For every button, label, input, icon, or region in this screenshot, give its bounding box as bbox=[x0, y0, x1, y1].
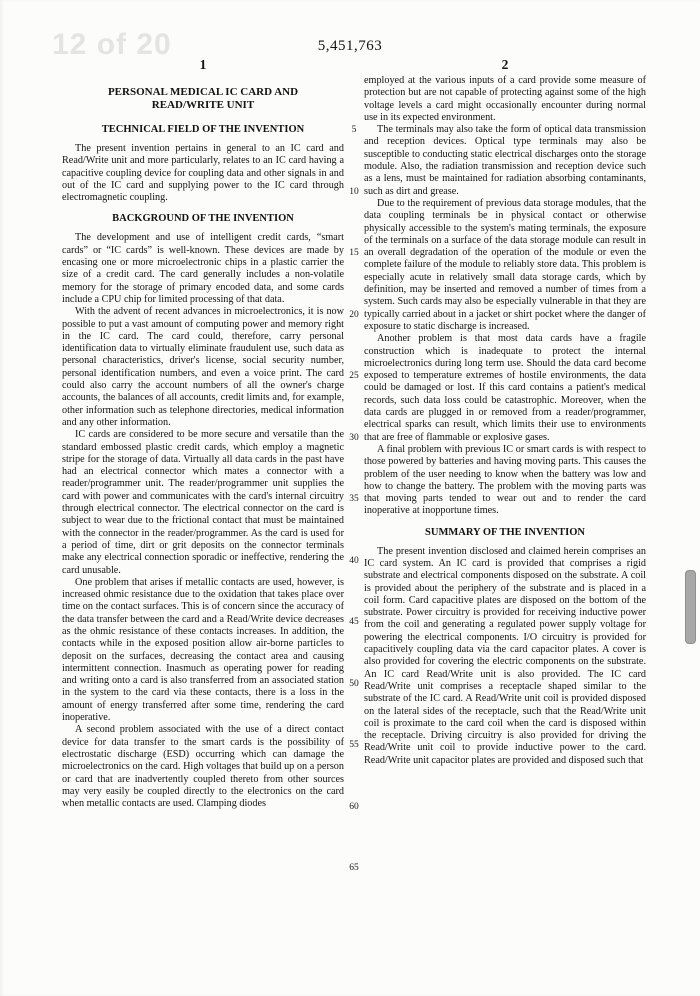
column-number-right: 2 bbox=[501, 57, 509, 72]
line-number: 45 bbox=[349, 617, 359, 627]
scrollbar-thumb[interactable] bbox=[685, 570, 696, 644]
heading-technical-field: TECHNICAL FIELD OF THE INVENTION bbox=[101, 124, 305, 135]
column-number-left: 1 bbox=[199, 57, 207, 72]
line-number: 65 bbox=[349, 863, 359, 873]
page-count-watermark: 12 of 20 bbox=[52, 28, 172, 61]
paragraph-background-1: The development and use of intelligent credit cards, “smart cards” or “IC cards” is well-known. These devices are made by encasing one or more microelectronic chips in a plastic carrier the size of a credit card. The card generally includes a non-volatile memory for the storage of primary encoded data, and some cards include a CPU chip for limited processing of that data. bbox=[62, 232, 344, 305]
invention-title bbox=[62, 86, 344, 112]
line-number: 55 bbox=[349, 740, 359, 750]
paragraph-requirement: Due to the requirement of previous data storage modules, that the data coupling terminals be in physical contact or otherwise physically accessible to the system's mating terminals, the exposure of the terminals on a surface of the data storage module can result in an overall degradation of the operation of the module or even the complete failure of the module to reliably store data. This problem is especially acute in relatively small data storage cards, which by definition, may be inserted and removed a number of times from a system. Such cards may also be especially vulnerable in that they are typically carried about in a jacket or shirt pocket where the danger of exposure to static discharge is increased. bbox=[364, 197, 646, 332]
patent-number: 5,451,763 bbox=[317, 38, 383, 54]
line-number: 50 bbox=[349, 679, 359, 689]
scrollbar-track[interactable] bbox=[684, 0, 700, 996]
paragraph-terminals: The terminals may also take the form of optical data transmission and reception devices. Optical type terminals may also be susceptible to conducting static electrical discharges onto the storage module. Also, the radiation transmission and reception device such as a lens, must be maintained for radiation absorbing contaminants, such as dirt and grease. bbox=[364, 124, 646, 197]
paragraph-continued: employed at the various inputs of a card provide some measure of protection but are not capable of protecting against some of the high voltage levels a card might occasionally encounter during normal use in its expected environment. bbox=[364, 75, 646, 123]
paragraph-background-3: IC cards are considered to be more secure and versatile than the standard embossed plastic credit cards, which employ a magnetic stripe for the storage of data. Virtually all data cards in the past have had an electrical connector which mates a connector with a reader/programmer unit. The reader/programmer unit supplies the card with power and communicates with the card's internal circuitry through electrical connector. The electrical connector on the card is subject to wear due to the frictional contact that must be maintained with the connector in the reader/programmer. As the card is used for a period of time, dirt or grit deposits on the connector terminals make any electrical connection sporadic or ineffective, rendering the card unusable. bbox=[62, 429, 344, 576]
line-number: 5 bbox=[351, 125, 357, 135]
right-column bbox=[364, 75, 646, 767]
paragraph-background-4: One problem that arises if metallic contacts are used, however, is increased ohmic resistance due to the oxidation that takes place over time on the contact surfaces. This is of concern since the accuracy of the data transfer between the card and a Read/Write device decreases as the ohmic resistance of these contacts increases. In addition, the contacts while in the exposed position allow air-borne particles to deposit on the surfaces, decreasing the contact area and causing intermittent connection. Inasmuch as operating power for reading and writing onto a card is also transferred from an associated station in the system to the card via these contacts, there is a loss in the amount of energy transferred after some time, rendering the card inoperative. bbox=[62, 576, 344, 724]
line-number: 30 bbox=[349, 433, 359, 443]
line-number-gutter bbox=[344, 0, 364, 996]
line-number: 20 bbox=[349, 310, 359, 320]
line-number: 15 bbox=[349, 248, 359, 258]
paragraph-technical-field: The present invention pertains in general to an IC card and Read/Write unit and more particularly, relates to an IC card having a capacitive coupling device for coupling data and other signals in and out of the IC card and supplying power to the IC card through electromagnetic coupling. bbox=[62, 143, 344, 204]
paragraph-background-5: A second problem associated with the use of a direct contact device for data transfer to the smart cards is the possibility of electrostatic discharge (ESD) occurring which can damage the microelectronics on the card. High voltages that build up on a person or card that are inadvertently coupled thereto from other sources may very easily be coupled directly to the electronics on the card when metallic contacts are used. Clamping diodes bbox=[62, 724, 344, 810]
line-number: 40 bbox=[349, 556, 359, 566]
line-number: 10 bbox=[349, 187, 359, 197]
line-number: 25 bbox=[349, 371, 359, 381]
left-column bbox=[62, 86, 344, 810]
paragraph-background-2: With the advent of recent advances in microelectronics, it is now possible to put a vast amount of computing power and memory right in the IC card. The card could, therefore, carry personal identification data to virtually eliminate fraudulent use, such data as personal characteristics, driver's license, social security number, personal identification numbers, and even a voice print. The card could also carry the account numbers of all the owner's charge accounts, the balances of all accounts, credit limits and, for example, other information such as telephone directories, medical information and any other information. bbox=[62, 306, 344, 428]
invention-title-line1: PERSONAL MEDICAL IC CARD AND bbox=[107, 86, 299, 98]
line-number: 35 bbox=[349, 494, 359, 504]
line-number: 60 bbox=[349, 802, 359, 812]
paragraph-fragile: Another problem is that most data cards have a fragile construction which is inadequate to protect the internal microelectronics during long term use. Should the data card become exposed to temperature extremes of hostile environments, the data could be damaged or lost. If this card contains a patient's medical records, such data loss could be catastrophic. Moreover, when the data cards are plugged in or removed from a reader/programmer, electrical sparks can result, which limits their use to environments that are free of flammable or explosive gases. bbox=[364, 333, 646, 443]
paragraph-summary: The present invention disclosed and claimed herein comprises an IC card system. An IC card is provided that comprises a rigid substrate and electrical components disposed on the substrate. A coil is provided about the periphery of the substrate and is placed in a coil form. Card capacitive plates are disposed on the bottom of the substrate. Power circuitry is provided for receiving inductive power from the coil and generating a regulated power supply voltage for powering the electrical components. I/O circuitry is provided for capacitively coupling data via the card capacitor plates. A cover is also provided for covering the electric components on the substrate. An IC card Read/Write unit is also provided. The IC card Read/Write unit comprises a receptacle shaped similar to the substrate of the IC card. A Read/Write unit coil is provided disposed on the lateral sides of the receptacle, such that the Read/Write unit coil is proximate to the card coil when the card is disposed within the receptacle. Driving circuitry is also provided for driving the Read/Write unit coil to provide inductive power to the card. Read/Write unit capacitor plates are provided and disposed such that bbox=[364, 545, 646, 766]
invention-title-line2: READ/WRITE UNIT bbox=[151, 99, 255, 111]
heading-background: BACKGROUND OF THE INVENTION bbox=[112, 213, 294, 225]
heading-summary: SUMMARY OF THE INVENTION bbox=[425, 526, 585, 538]
paragraph-final-problem: A final problem with previous IC or smart cards is with respect to those powered by batteries and having moving parts. This causes the problem of the user needing to know when the battery was low and how to change the battery. The problem with the moving parts was that moving parts tended to wear out and to render the card inoperative at inopportune times. bbox=[364, 443, 646, 517]
